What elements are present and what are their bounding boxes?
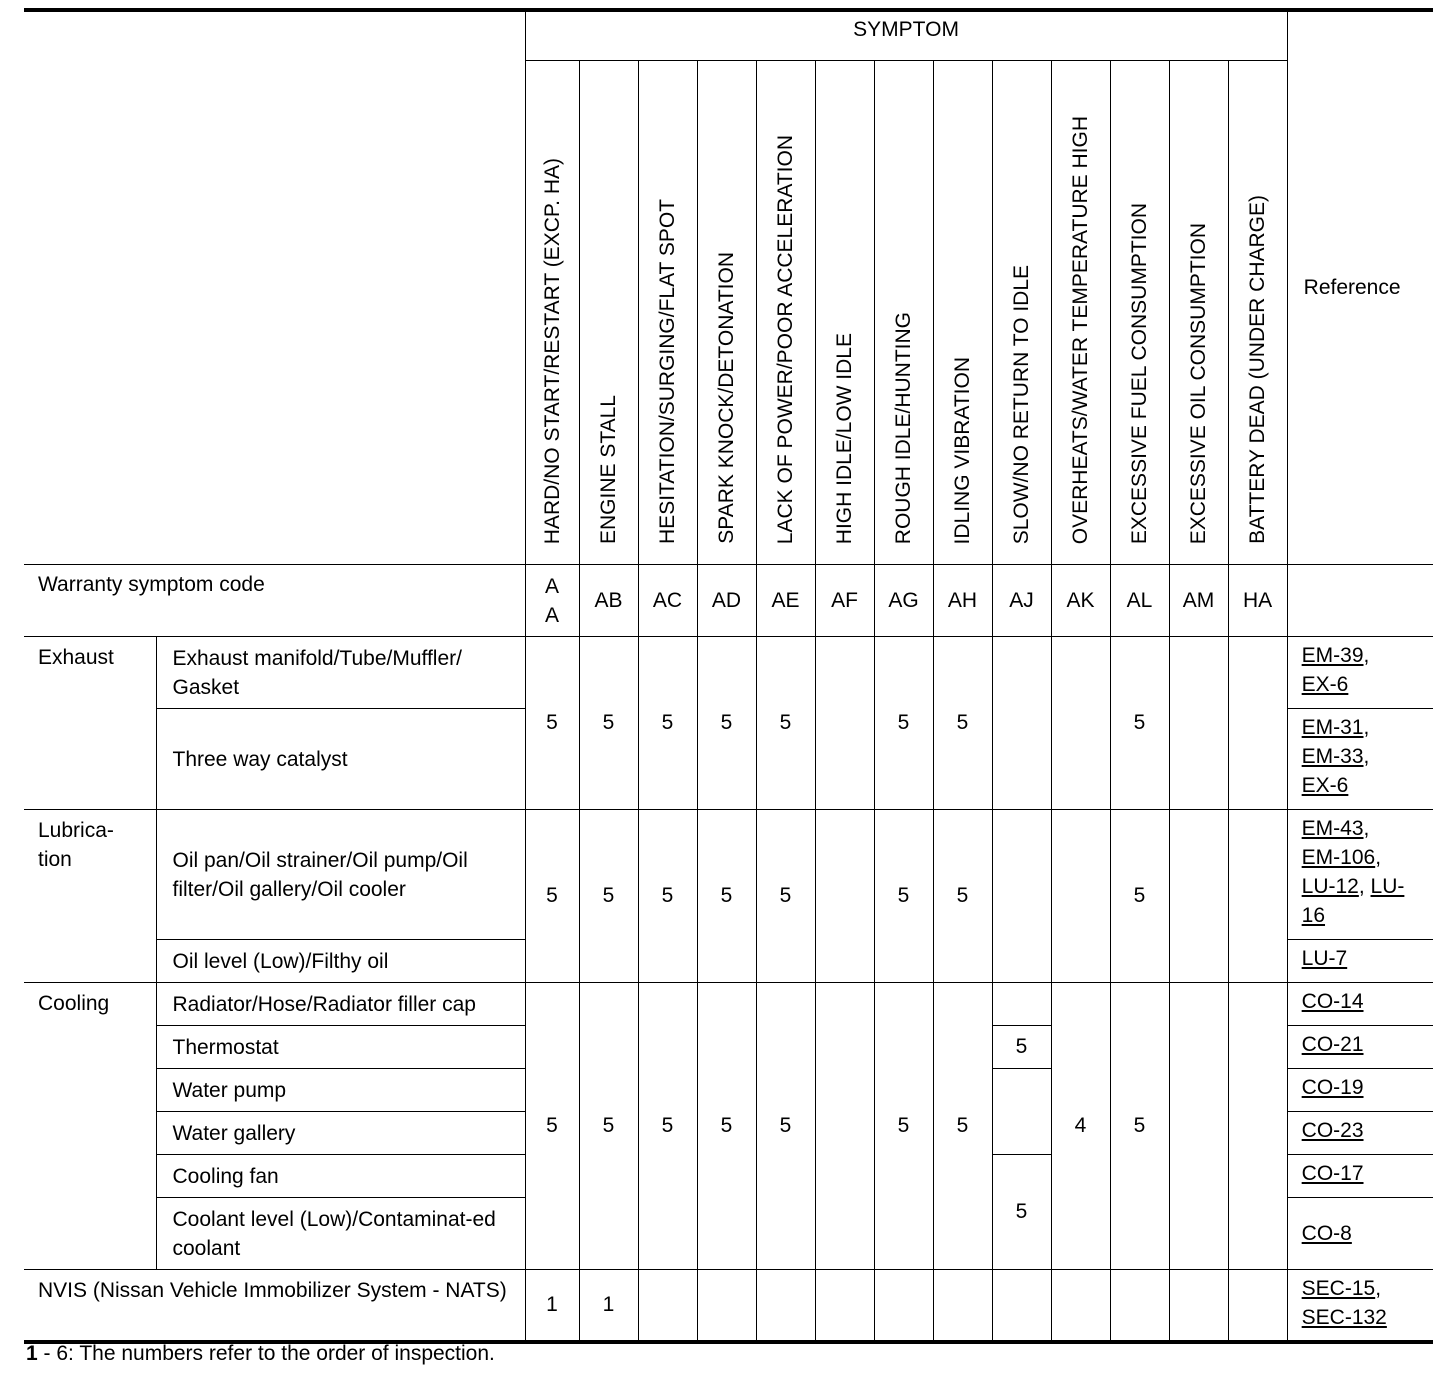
value-cell-empty xyxy=(992,810,1051,983)
value-cell: 5 xyxy=(874,810,933,983)
value-cell-empty xyxy=(638,1270,697,1342)
reference-link[interactable]: CO-21 xyxy=(1301,1033,1364,1056)
value-cell-empty xyxy=(815,637,874,810)
value-cell-empty xyxy=(1228,983,1287,1270)
code-cell: AL xyxy=(1110,565,1169,637)
value-cell-empty xyxy=(815,1270,874,1342)
value-cell: 5 xyxy=(697,810,756,983)
item-water-gallery: Water gallery xyxy=(156,1112,525,1155)
code-ref-empty xyxy=(1287,565,1433,637)
symptom-label: LACK OF POWER/POOR ACCELERATION xyxy=(774,134,797,544)
reference-link[interactable]: EM-106 xyxy=(1301,846,1376,869)
symptom-label: ROUGH IDLE/HUNTING xyxy=(892,311,915,544)
value-cell-empty xyxy=(992,1270,1051,1342)
code-cell: AD xyxy=(697,565,756,637)
value-cell: 5 xyxy=(933,983,992,1270)
reference-link[interactable]: SEC-132 xyxy=(1301,1306,1387,1329)
category-line: tion xyxy=(38,848,72,871)
code-cell: AH xyxy=(933,565,992,637)
symptom-label: HESITATION/SURGING/FLAT SPOT xyxy=(656,199,679,544)
reference-link[interactable]: CO-17 xyxy=(1301,1162,1364,1185)
value-cell: 5 xyxy=(992,1026,1051,1069)
reference-link[interactable]: 16 xyxy=(1301,904,1326,927)
code-cell: HA xyxy=(1228,565,1287,637)
reference-link[interactable]: LU-7 xyxy=(1301,947,1348,970)
value-cell: 5 xyxy=(638,983,697,1270)
symptom-col-high-idle xyxy=(815,61,874,565)
code-cell: AC xyxy=(638,565,697,637)
symptom-col-fuel-consumption xyxy=(1110,61,1169,565)
value-cell: 5 xyxy=(579,637,638,810)
symptom-col-lack-of-power xyxy=(756,61,815,565)
header-corner xyxy=(24,10,525,565)
symptom-label: IDLING VIBRATION xyxy=(951,356,974,544)
reference-cell xyxy=(1287,1026,1433,1069)
value-cell: 5 xyxy=(992,1155,1051,1270)
reference-link[interactable]: CO-8 xyxy=(1301,1222,1352,1245)
reference-cell xyxy=(1287,1069,1433,1112)
reference-header: Reference xyxy=(1287,10,1433,565)
code-cell: AM xyxy=(1169,565,1228,637)
symptom-label: BATTERY DEAD (UNDER CHARGE) xyxy=(1246,195,1270,544)
value-cell: 5 xyxy=(579,983,638,1270)
reference-link[interactable]: LU- xyxy=(1370,875,1405,898)
value-cell: 5 xyxy=(756,637,815,810)
reference-cell xyxy=(1287,1112,1433,1155)
reference-link[interactable]: CO-14 xyxy=(1301,990,1364,1013)
symptom-label: ENGINE STALL xyxy=(597,395,620,544)
code-cell: AK xyxy=(1051,565,1110,637)
code-aa-line2: A xyxy=(544,603,559,627)
category-lubrication xyxy=(24,810,156,983)
value-cell: 5 xyxy=(933,637,992,810)
item-radiator: Radiator/Hose/Radiator filler cap xyxy=(156,983,525,1026)
item-coolant-level: Coolant level (Low)/Contaminat-ed coolant xyxy=(156,1198,525,1270)
warranty-code-label: Warranty symptom code xyxy=(24,565,525,637)
reference-link[interactable]: CO-19 xyxy=(1301,1076,1364,1099)
item-exhaust-manifold: Exhaust manifold/Tube/Muffler/ Gasket xyxy=(156,637,525,709)
value-cell-empty xyxy=(1228,1270,1287,1342)
symptom-label: EXCESSIVE OIL CONSUMPTION xyxy=(1187,222,1210,544)
footnote xyxy=(26,1342,495,1366)
footnote-bold: 1 xyxy=(26,1342,38,1365)
item-cooling-fan: Cooling fan xyxy=(156,1155,525,1198)
item-thermostat: Thermostat xyxy=(156,1026,525,1069)
reference-cell xyxy=(1287,983,1433,1026)
code-aa-line1: A xyxy=(544,574,559,598)
symptom-col-overheats xyxy=(1051,61,1110,565)
value-cell-empty xyxy=(1169,637,1228,810)
value-cell-empty xyxy=(1051,810,1110,983)
value-cell: 5 xyxy=(756,810,815,983)
symptom-col-oil-consumption xyxy=(1169,61,1228,565)
symptom-col-rough-idle xyxy=(874,61,933,565)
reference-cell: EM-31, EM-33, EX-6 xyxy=(1287,709,1433,810)
value-cell-empty xyxy=(697,1270,756,1342)
value-cell: 5 xyxy=(1110,637,1169,810)
item-oil-level: Oil level (Low)/Filthy oil xyxy=(156,940,525,983)
value-cell: 5 xyxy=(525,983,579,1270)
reference-link[interactable]: EM-31 xyxy=(1301,716,1364,739)
value-cell: 5 xyxy=(874,637,933,810)
value-cell-empty xyxy=(933,1270,992,1342)
reference-link[interactable]: SEC-15 xyxy=(1301,1277,1376,1300)
symptom-label: OVERHEATS/WATER TEMPERATURE HIGH xyxy=(1069,115,1092,544)
value-cell: 1 xyxy=(579,1270,638,1342)
symptom-col-spark-knock xyxy=(697,61,756,565)
reference-cell: EM-39, EX-6 xyxy=(1287,637,1433,709)
value-cell-empty xyxy=(815,983,874,1270)
symptom-header: SYMPTOM xyxy=(525,10,1287,61)
code-cell: AJ xyxy=(992,565,1051,637)
value-cell: 5 xyxy=(697,637,756,810)
symptom-col-idling-vibration xyxy=(933,61,992,565)
symptom-label: EXCESSIVE FUEL CONSUMPTION xyxy=(1128,202,1151,544)
value-cell: 5 xyxy=(525,637,579,810)
symptom-col-battery-dead xyxy=(1228,61,1287,565)
symptom-col-engine-stall xyxy=(579,61,638,565)
reference-link[interactable]: EX-6 xyxy=(1301,673,1349,696)
value-cell: 1 xyxy=(525,1270,579,1342)
value-cell-empty xyxy=(815,810,874,983)
symptom-label: SPARK KNOCK/DETONATION xyxy=(715,252,738,544)
reference-link[interactable]: LU-12 xyxy=(1301,875,1359,898)
category-line: Lubrica- xyxy=(38,819,114,842)
value-cell-empty xyxy=(1051,1270,1110,1342)
value-cell-empty xyxy=(874,1270,933,1342)
reference-cell xyxy=(1287,1198,1433,1270)
reference-cell xyxy=(1287,1155,1433,1198)
value-cell: 5 xyxy=(874,983,933,1270)
reference-link[interactable]: CO-23 xyxy=(1301,1119,1364,1142)
symptom-col-slow-return xyxy=(992,61,1051,565)
symptom-label: SLOW/NO RETURN TO IDLE xyxy=(1010,264,1033,544)
reference-cell xyxy=(1287,940,1433,983)
footnote-text: - 6: The numbers refer to the order of inspection. xyxy=(37,1342,495,1365)
value-cell: 5 xyxy=(697,983,756,1270)
code-cell: AF xyxy=(815,565,874,637)
symptom-col-hard-start xyxy=(525,61,579,565)
reference-link[interactable]: EM-39 xyxy=(1301,644,1364,667)
value-cell-empty xyxy=(1228,810,1287,983)
value-cell-empty xyxy=(992,983,1051,1026)
value-cell: 5 xyxy=(579,810,638,983)
code-cell: AG xyxy=(874,565,933,637)
reference-link[interactable]: EX-6 xyxy=(1301,774,1349,797)
reference-cell: SEC-15, SEC-132 xyxy=(1287,1270,1433,1342)
value-cell-empty xyxy=(992,637,1051,810)
value-cell-empty xyxy=(1169,1270,1228,1342)
item-water-pump: Water pump xyxy=(156,1069,525,1112)
value-cell: 5 xyxy=(933,810,992,983)
symptom-col-hesitation xyxy=(638,61,697,565)
value-cell-empty xyxy=(1228,637,1287,810)
value-cell-empty xyxy=(1169,810,1228,983)
category-cooling: Cooling xyxy=(24,983,156,1270)
code-cell: AB xyxy=(579,565,638,637)
diagnosis-table xyxy=(24,8,1433,1344)
reference-cell: EM-43, EM-106, LU-12, LU- 16 xyxy=(1287,810,1433,940)
value-cell-empty xyxy=(1110,1270,1169,1342)
value-cell-empty xyxy=(1169,983,1228,1270)
value-cell: 4 xyxy=(1051,983,1110,1270)
value-cell: 5 xyxy=(1110,810,1169,983)
item-oil-pan: Oil pan/Oil strainer/Oil pump/Oil filter/Oil gallery/Oil cooler xyxy=(156,810,525,940)
value-cell-empty xyxy=(756,1270,815,1342)
reference-link[interactable]: EM-43 xyxy=(1301,817,1364,840)
symptom-label: HIGH IDLE/LOW IDLE xyxy=(833,332,856,544)
value-cell: 5 xyxy=(1110,983,1169,1270)
category-exhaust: Exhaust xyxy=(24,637,156,810)
reference-link[interactable]: EM-33 xyxy=(1301,745,1364,768)
value-cell-empty xyxy=(1051,637,1110,810)
item-three-way-catalyst: Three way catalyst xyxy=(156,709,525,810)
value-cell: 5 xyxy=(756,983,815,1270)
code-cell: AE xyxy=(756,565,815,637)
value-cell: 5 xyxy=(638,810,697,983)
symptom-label: HARD/NO START/RESTART (EXCP. HA) xyxy=(540,157,564,544)
value-cell-empty xyxy=(992,1069,1051,1155)
value-cell: 5 xyxy=(525,810,579,983)
item-nvis: NVIS (Nissan Vehicle Immobilizer System - NATS) xyxy=(24,1270,525,1342)
value-cell: 5 xyxy=(638,637,697,810)
code-cell xyxy=(525,565,579,637)
